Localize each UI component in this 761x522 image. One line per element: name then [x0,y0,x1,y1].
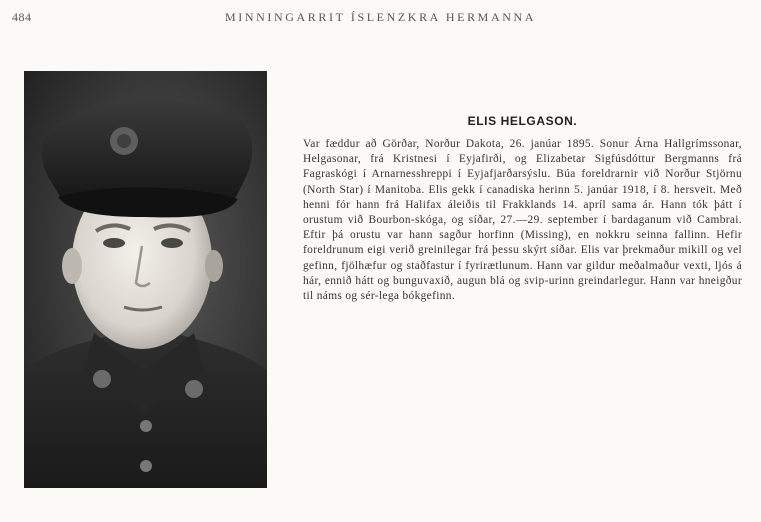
article-body: Var fæddur að Görðar, Norður Dakota, 26. janúar 1895. Sonur Árna Hallgrímssonar, Helgasonar, frá Kristnesi í Eyjafirði, og Elizabetar Sigfúsdóttur Bergmanns frá Fagraskógi í Arnarnesshreppi í Eyjafjarðarsýslu. Búa foreldrarnir við Norður Stjörnu (North Star) í Manitoba. Elis gekk í canadiska herinn 5. janúar 1918, í 8. hersveit. Með henni fór hann frá Halifax áleiðis til Frakklands 14. apríl sama ár. Hann tók þátt í orustum við Bourbon-skóga, og síðar, 27.—29. september í bardaganum við Cambrai. Eftir þá orustu var hann sagður horfinn (Missing), en nokkru seinna fallinn. Hefir foreldrunum eigi verið greinilegar frá þessu skýrt síðar. Elis var þrekmaður mikill og vel gefinn, fjölhæfur og staðfastur í fyrirætlunum. Hann var gildur meðalmaður vexti, ljós á hár, ennið hátt og bunguvaxið, augun blá og svip-urinn greindarlegur. Hann var hneigður til náms og sér-lega bókgefinn. [303,138,742,303]
portrait-photo [24,71,267,488]
obituary-article [303,114,742,304]
article-title: ELIS HELGASON. [467,114,578,128]
running-head: MINNINGARRIT ÍSLENZKRA HERMANNA [224,10,537,24]
page-number: 484 [12,10,32,24]
